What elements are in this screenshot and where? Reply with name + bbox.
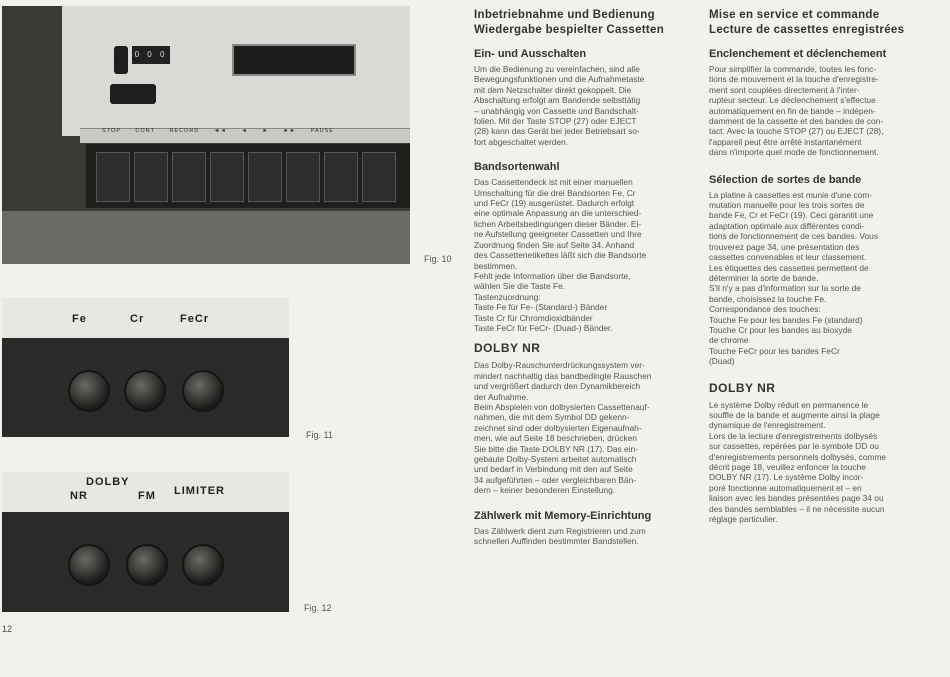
key-cont <box>134 152 168 202</box>
key-rewind <box>210 152 244 202</box>
de-sec2-heading: Bandsortenwahl <box>474 161 560 174</box>
fr-title-line1: Mise en service et commande <box>709 9 880 21</box>
label-fe: Fe <box>72 313 87 325</box>
fig10-caption: Fig. 10 <box>424 254 452 264</box>
french-column <box>709 8 931 524</box>
fr-sec2-text: La platine à cassettes est munie d'une com- mutation manuelle pour les trois sortes de bande Fe, Cr et FeCr (19). Ceci garantit une adaptation optimale aux différentes condi- tions de fonctionnement de ces bandes. Vous trouverez page 34, une présentation des cassettes convenables et leur classement. Les étiquettes des cassettes permettent de déterminer la sorte de bande. S'il n'y a pas d'information sur la sorte de bande, choisissez la touche Fe. Correspondance des touches: Touche Fe pour les bandes Fe (standard) Touche Cr pour les bandes au bioxyde de chrome Touche FeCr pour les bandes FeCr (Duad) <box>709 189 879 367</box>
fr-sec2-heading: Sélection de sortes de bande <box>709 173 862 186</box>
german-column <box>474 8 690 546</box>
eject-button <box>110 84 156 104</box>
fr-sec1-heading: Enclenchement et déclenchement <box>709 48 887 60</box>
label-nr: NR <box>70 490 88 502</box>
fr-sec1-text: Pour simplifier la commande, toutes les fonc- tions de mouvement et la touche d'enregistre- ment sont couplées directement à l'inter- rupteur secteur. Le déclenchement s'effectue automatiquement en fin de bande – indépen- damment de la cassette et des bandes de con- tact. Avec la touche STOP (27) ou EJECT (28), l'appareil peut être arrêté instantanément dans n'importe quel mode de fonctionnement. <box>709 64 884 158</box>
fecr-button <box>182 370 224 412</box>
label-cr: Cr <box>130 313 145 325</box>
de-sec1-heading: Ein- und Ausschalten <box>474 48 587 60</box>
fig12-caption: Fig. 12 <box>304 603 332 613</box>
counter-reset-knob <box>114 46 128 74</box>
key-back <box>248 152 282 202</box>
label-play: ► <box>262 128 269 134</box>
fig12-dolby-limiter-photo <box>2 472 289 612</box>
limiter-button <box>182 544 224 586</box>
fe-button <box>68 370 110 412</box>
label-rewind: ◄◄ <box>213 128 227 134</box>
fig11-tape-type-buttons-photo <box>2 298 289 437</box>
label-fm: FM <box>138 490 156 502</box>
de-sec2-text: Das Cassettendeck ist mit einer manuellen Umschaltung für die drei Bandsorten Fe, Cr und FeCr (19) ausgerüstet. Dadurch erfolgt eine optimale Anpassung an die unterschied- lichen Arbeitsbedingungen dieser Bänder. Ei- ne Aufstellung geeigneter Cassetten und Ihre Zuordnung finden Sie auf Seite 34. Anhand des Cassettenetikettes läßt sich die Bandsorte bestimmen. Fehlt jede Information über die Bandsorte, wählen Sie die Taste Fe. Tastenzuordnung: Taste Fe für Fe- (Standard-) Bänder Taste Cr für Chromdioxidbänder Taste FeCr für FeCr- (Duad-) Bänder. <box>474 177 647 333</box>
transport-labels <box>102 128 346 134</box>
de-sec1-text: Um die Bedienung zu vereinfachen, sind alle Bewegungsfunktionen und die Aufnahmetaste mit dem Netzschalter direkt gekoppelt. Die Abschaltung erfolgt am Bandende selbsttätig – unabhängig von Cassette und Bandschalt- folien. Mit der Taste STOP (27) oder EJECT (28) kann das Gerät bei jeder Betriebsart so- fort abgeschaltet werden. <box>474 64 645 147</box>
cr-button <box>124 370 166 412</box>
dolby-fm-button <box>126 544 168 586</box>
fr-title-line2: Lecture de cassettes enregistrées <box>709 24 905 36</box>
de-sec4-text: Das Zählwerk dient zum Registrieren und zum schnellen Auffinden bestimmter Bandstellen. <box>474 525 646 547</box>
dolby-nr-button <box>68 544 110 586</box>
de-title-line2: Wiedergabe bespielter Cassetten <box>474 24 665 36</box>
fig11-caption: Fig. 11 <box>306 430 333 440</box>
fig11-label-bar <box>2 298 289 338</box>
label-pause: PAUSE <box>310 128 334 134</box>
key-record <box>172 152 206 202</box>
label-limiter: LIMITER <box>174 485 225 497</box>
tape-counter: 0 0 0 <box>132 46 170 64</box>
de-sec3-heading: DOLBY NR <box>474 341 541 356</box>
fr-sec3-text: Le système Dolby réduit en permanence le souffle de la bande et augmente ainsi la plage dynamique de l'enregistrement. Lors de la lecture d'enregistrements dolbysés sur cassettes, repérées par le symbole DD ou d'enregistrements personnels dolbysés, comme décrit page 18, veuillez enfoncer la touche DOLBY NR (17). Le système Dolby incor- poré fonctionne automatiquement et – en liaison avec les bandes présentées page 34 ou des bandes semblables – il ne nécessite aucun réglage particulier. <box>709 399 887 525</box>
deck-base <box>2 211 410 264</box>
label-dolby: DOLBY <box>86 476 130 488</box>
de-sec3-text: Das Dolby-Rauschunterdrückungssystem ver- mindert nachhaltig das bandbedingte Rauschen und vergrößert dadurch den Dynamikbereich der Aufnahme. Beim Abspielen von dolbysierten Cassettenauf- nahmen, die mit dem Symbol DD gekenn- zeichnet sind oder dolbysierten Eigenaufnah- men, wie auf Seite 18 beschrieben, drücken Sie bitte die Taste DOLBY NR (17). Das ein- gebaute Dolby-System arbeitet automatisch und bedarf in Verbindung mit den auf Seite 34 aufgeführten – oder vergleichbaren Bän- dern – keiner besonderen Einstellung. <box>474 360 652 496</box>
label-record: RECORD <box>169 128 200 134</box>
label-cont: CONT <box>135 128 156 134</box>
de-title-line1: Inbetriebnahme und Bedienung <box>474 9 655 21</box>
key-pause <box>362 152 396 202</box>
label-back: ◄ <box>241 128 248 134</box>
key-stop <box>96 152 130 202</box>
key-ffwd <box>324 152 358 202</box>
label-ffwd: ►► <box>283 128 297 134</box>
de-sec4-heading: Zählwerk mit Memory-Einrichtung <box>474 509 652 522</box>
key-play <box>286 152 320 202</box>
fr-sec3-heading: DOLBY NR <box>709 380 776 395</box>
cassette-window <box>232 44 356 76</box>
label-fecr: FeCr <box>180 313 210 325</box>
page-number: 12 <box>2 624 13 634</box>
fig10-cassette-deck-photo <box>2 6 410 264</box>
label-stop: STOP <box>102 128 121 134</box>
